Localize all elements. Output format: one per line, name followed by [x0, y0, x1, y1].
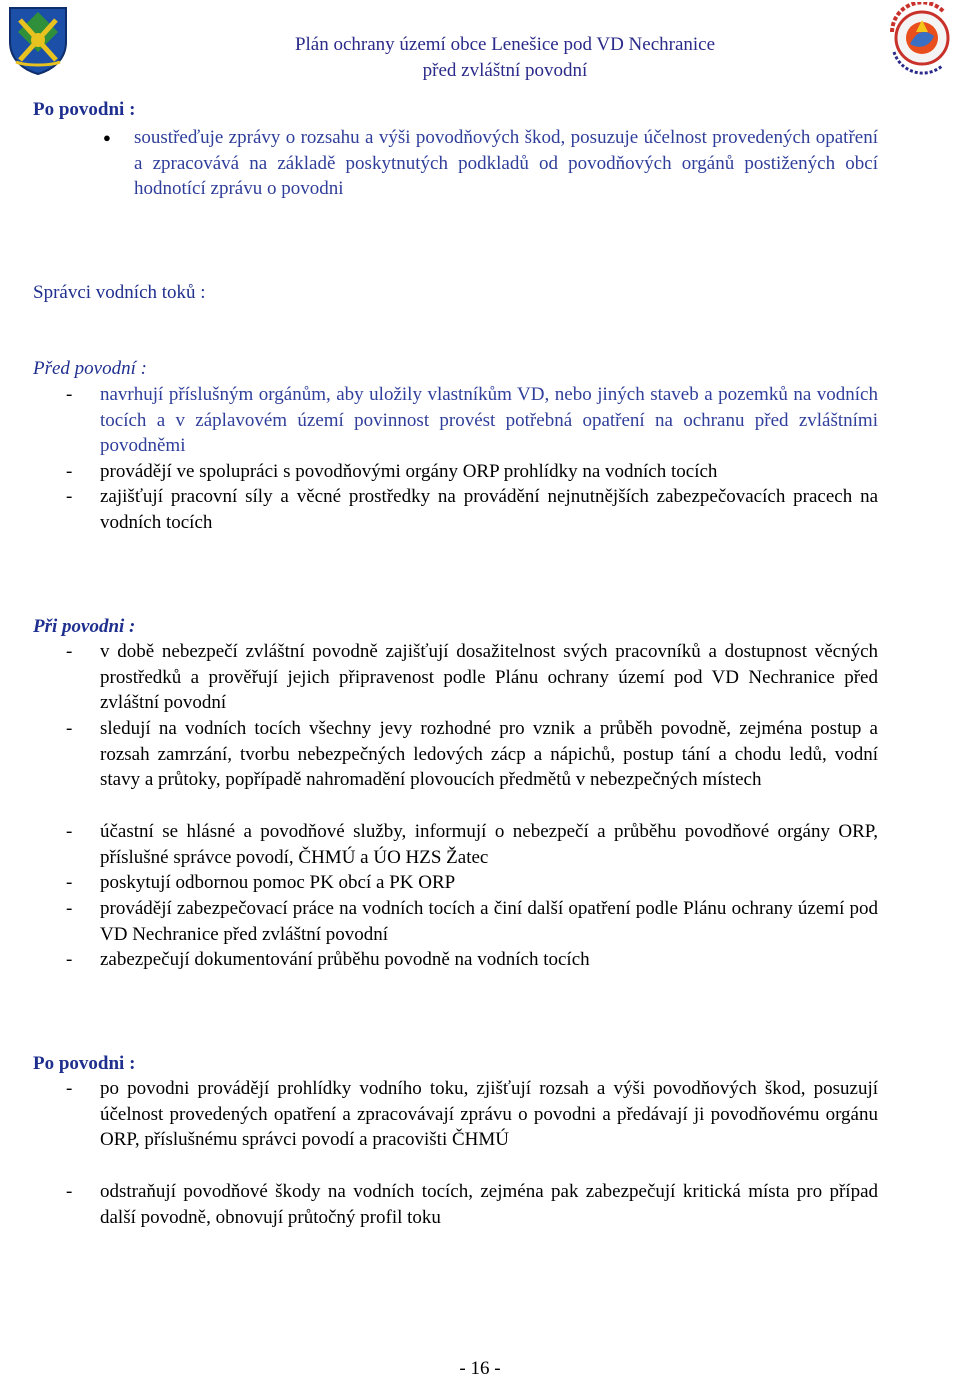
- dash-marker: -: [66, 898, 73, 919]
- list-item: poskytují odbornou pomoc PK obcí a PK ORP: [100, 872, 456, 893]
- list-item: účastní se hlásné a povodňové služby, informují o nebezpečí a průběhu povodňové orgány ORP, příslušné správce povodí, ČHMÚ a ÚO HZS Žatec: [100, 821, 878, 868]
- dash-marker: -: [66, 872, 73, 893]
- dash-marker: -: [66, 1181, 73, 1202]
- dash-marker: -: [66, 1078, 73, 1099]
- section-heading-spravci: Správci vodních toků :: [33, 282, 206, 303]
- bullet-icon: ●: [103, 130, 111, 145]
- page-header: [0, 0, 960, 90]
- dash-marker: -: [66, 641, 73, 662]
- subheading-pri-povodni: Při povodni :: [33, 616, 136, 637]
- dash-marker: -: [66, 718, 73, 739]
- list-item: po povodni provádějí prohlídky vodního toku, zjišťují rozsah a výši povodňových škod, posuzují účelnost provedených opatření a zpracovávají zprávu o povodni a předávají ji povodňovému orgánu ORP, příslušnému správci povodí a pracovišti ČHMÚ: [100, 1078, 878, 1151]
- list-item: v době nebezpečí zvláštní povodně zajišťují dosažitelnost svých pracovníků a dostupnost věcných prostředků a prověřují jejich připravenost podle Plánu ochrany území pod VD Nechranice před zvláštní povodní: [100, 641, 878, 714]
- header-subtitle: před zvláštní povodní: [422, 60, 588, 81]
- dash-marker: -: [66, 949, 73, 970]
- page-number: - 16 -: [459, 1358, 501, 1379]
- section-heading-po-povodni: Po povodni :: [33, 99, 136, 120]
- list-item: sledují na vodních tocích všechny jevy rozhodné pro vznik a průběh povodně, zejména postup a rozsah zamrzání, tvorbu nebezpečných ledových zácp a nápichů, postup tání a chodu ledů, vodní stavy a průtoky, popřípadě nahromadění plovoucích předmětů v nebezpečných místech: [100, 718, 878, 791]
- list-item: zabezpečují dokumentování průběhu povodně na vodních tocích: [100, 949, 590, 970]
- subheading-pred-povodni: Před povodní :: [33, 358, 147, 379]
- dash-marker: -: [66, 486, 73, 507]
- list-item: soustřeďuje zprávy o rozsahu a výši povodňových škod, posuzuje účelnost provedených opatření a zpracovává na základě poskytnutých podkladů od povodňových orgánů postižených obcí hodnotící zprávu o povodni: [134, 127, 878, 200]
- dash-marker: -: [66, 821, 73, 842]
- municipal-crest-icon: [6, 4, 70, 76]
- dash-marker: -: [66, 461, 73, 482]
- list-item: odstraňují povodňové škody na vodních tocích, zejména pak zabezpečují kritická místa pro případ další povodně, obnovují průtočný profil toku: [100, 1181, 878, 1228]
- list-item: provádějí ve spolupráci s povodňovými orgány ORP prohlídky na vodních tocích: [100, 461, 718, 482]
- header-title: Plán ochrany území obce Lenešice pod VD Nechranice: [294, 34, 716, 55]
- dash-marker: -: [66, 384, 73, 405]
- crisis-planning-logo-icon: [880, 2, 958, 78]
- list-item: navrhují příslušným orgánům, aby uložily vlastníkům VD, nebo jiných staveb a pozemků na vodních tocích a v záplavovém území povinnost provést potřebná opatření na ochranu před zvláštními povodněmi: [100, 384, 878, 457]
- list-item: provádějí zabezpečovací práce na vodních tocích a činí další opatření podle Plánu ochrany území pod VD Nechranice před zvláštní povodní: [100, 898, 878, 945]
- list-item: zajišťují pracovní síly a věcné prostředky na provádění nejnutnějších zabezpečovacích pracech na vodních tocích: [100, 486, 878, 533]
- subheading-po-povodni: Po povodni :: [33, 1053, 136, 1074]
